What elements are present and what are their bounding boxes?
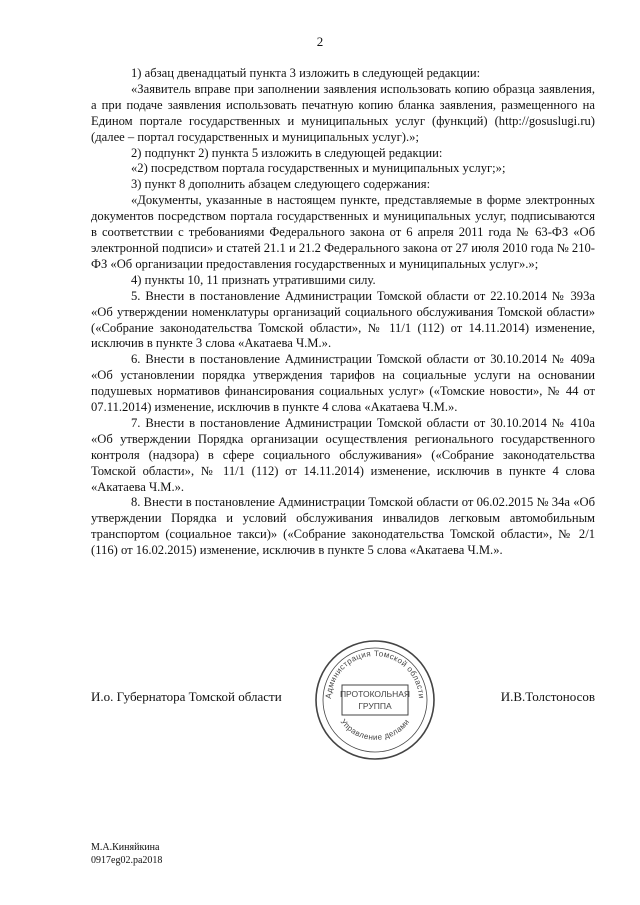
paragraph: 2) подпункт 2) пункта 5 изложить в следующей редакции:: [131, 145, 443, 160]
page-number: 2: [316, 34, 324, 49]
paragraph: 1) абзац двенадцатый пункта 3 изложить в следующей редакции:: [131, 66, 481, 80]
stamp-outer-text: Администрация Томской области: [323, 648, 427, 700]
paragraph: 3) пункт 8 дополнить абзацем следующего содержания:: [131, 177, 431, 192]
paragraph: 5. Внести в постановление Администрации Томской области от 22.10.2014 № 393а «Об утверждении номенклатуры организаций социального обслуживания Томской области» («Собрание законодательства Томской области», № 11/1 (112) от 14.11.2014) изменение, исключив в пункте 3 слова «Акатаева Ч.М.».: [91, 288, 595, 351]
stamp-center-line2: ГРУППА: [358, 701, 392, 711]
stamp-center-line1: ПРОТОКОЛЬНАЯ: [339, 689, 411, 699]
paragraph: 4) пункты 10, 11 признать утратившими силу.: [131, 272, 376, 287]
signatory-name: И.В.Толстоносов: [500, 689, 595, 704]
document-body: [91, 66, 595, 559]
paragraph: 8. Внести в постановление Администрации Томской области от 06.02.2015 № 34а «Об утверждении Порядка и условий обслуживания инвалидов легковым автомобильным транспортом (социальное такси)» («Собрание законодательства Томской области», № 2/1 (116) от 16.02.2015) изменение, исключив в пункте 5 слова «Акатаева Ч.М.».: [91, 495, 595, 558]
signatory-position: И.о. Губернатора Томской области: [91, 689, 282, 704]
footer: [91, 841, 162, 867]
paragraph: «Документы, указанные в настоящем пункте, представляемые в форме электронных документов посредством портала государственных и муниципальных услуг, подписываются в соответствии с требованиями Федерального закона от 6 апреля 2011 года № 63-ФЗ «Об электронной подписи» и статей 21.1 и 21.2 Федерального закона от 27 июля 2010 года № 210-ФЗ «Об организации предоставления государственных и муниципальных услуг».»;: [91, 193, 595, 271]
paragraph: «Заявитель вправе при заполнении заявления использовать копию образца заявления, а при подаче заявления использовать печатную копию бланка заявления, размещенного на Едином портале государственных и муниципальных услуг (функций) (http://gosuslugi.ru) (далее – портал государственных и муниципальных услуг).»;: [91, 81, 595, 144]
footer-author: М.А.Киняйкина: [91, 842, 160, 853]
footer-doc-code: 0917eg02.pa2018: [91, 855, 163, 866]
paragraph: 6. Внести в постановление Администрации Томской области от 30.10.2014 № 409а «Об установлении порядка утверждения тарифов на социальные услуги на основании подушевых нормативов финансирования социальных услуг» («Томские новости», № 44 от 07.11.2014) изменение, исключив в пункте 4 слова «Акатаева Ч.М.».: [91, 352, 595, 415]
stamp-bottom-text: Управление делами: [338, 717, 412, 742]
signature-row: [91, 689, 595, 709]
paragraph: 7. Внести в постановление Администрации Томской области от 30.10.2014 № 410а «Об утверждении Порядка организации осуществления регионального государственного контроля (надзора) в сфере социального обслуживания» («Собрание законодательства Томской области», № 11/1 (112) от 14.11.2014) изменение, исключив в пункте 4 слова «Акатаева Ч.М.».: [91, 415, 595, 494]
paragraph: «2) посредством портала государственных и муниципальных услуг;»;: [131, 161, 506, 176]
